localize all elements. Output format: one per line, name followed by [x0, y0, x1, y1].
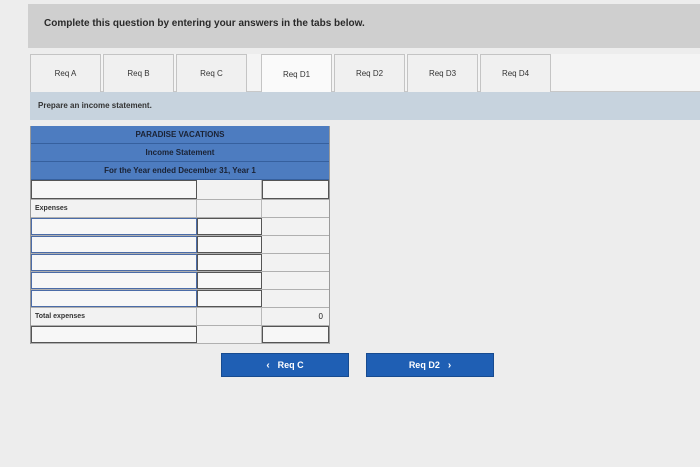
requirement-tabs: [30, 54, 700, 92]
expense-amount-input[interactable]: [197, 254, 263, 271]
statement-period: For the Year ended December 31, Year 1: [31, 162, 329, 180]
next-req-button[interactable]: [366, 353, 494, 377]
tab-req-d2[interactable]: Req D2: [334, 54, 405, 92]
total-expenses-value: 0: [318, 312, 323, 321]
chevron-right-icon: ›: [447, 359, 452, 371]
table-row: [31, 272, 329, 290]
table-row: [31, 308, 329, 326]
label-cell: [31, 200, 197, 217]
table-row: [31, 326, 329, 344]
total-expenses-label: Total expenses: [35, 313, 86, 320]
expense-label-input[interactable]: [31, 236, 197, 253]
next-req-label: Req D2: [408, 360, 440, 370]
expense-amount-input[interactable]: [197, 236, 263, 253]
amount-cell: [197, 326, 263, 343]
tab-req-d1[interactable]: Req D1: [261, 54, 332, 93]
expense-amount-input[interactable]: [197, 272, 263, 289]
tab-req-a[interactable]: Req A: [30, 54, 101, 92]
prompt-text: Prepare an income statement.: [38, 101, 152, 110]
tab-req-d4[interactable]: Req D4: [480, 54, 551, 92]
expense-label-input[interactable]: [31, 218, 197, 235]
table-row: [31, 254, 329, 272]
expense-amount-input[interactable]: [197, 290, 263, 307]
table-row: [31, 180, 329, 200]
amount-cell: [197, 180, 263, 199]
tab-req-c[interactable]: Req C: [176, 54, 247, 92]
amount-cell: [262, 272, 329, 289]
amount-input[interactable]: [262, 180, 329, 199]
amount-cell: [262, 236, 329, 253]
table-row: [31, 290, 329, 308]
prev-req-label: Req C: [277, 360, 304, 370]
net-label-input[interactable]: [31, 326, 197, 343]
expense-label-input[interactable]: [31, 290, 197, 307]
expense-label-input[interactable]: [31, 254, 197, 271]
prev-req-button[interactable]: [221, 353, 349, 377]
income-statement-table: [30, 126, 330, 344]
table-row: [31, 236, 329, 254]
line-label-input[interactable]: [31, 180, 197, 199]
amount-cell: [262, 200, 329, 217]
tab-req-b[interactable]: Req B: [103, 54, 174, 92]
statement-title: Income Statement: [31, 144, 329, 162]
amount-cell: [262, 254, 329, 271]
tab-req-d3[interactable]: Req D3: [407, 54, 478, 92]
instruction-text: Complete this question by entering your answers in the tabs below.: [44, 18, 365, 29]
question-header: [28, 4, 700, 48]
table-row: [31, 200, 329, 218]
expense-amount-input[interactable]: [197, 218, 263, 235]
amount-cell: [262, 308, 329, 325]
amount-cell: [262, 290, 329, 307]
amount-cell: [197, 200, 263, 217]
expense-label-input[interactable]: [31, 272, 197, 289]
label-cell: [31, 308, 197, 325]
amount-cell: [197, 308, 263, 325]
table-row: [31, 218, 329, 236]
expenses-label: Expenses: [35, 205, 68, 212]
amount-cell: [262, 218, 329, 235]
prompt-bar: [30, 92, 700, 120]
net-amount-input[interactable]: [262, 326, 329, 343]
chevron-left-icon: ‹: [266, 359, 270, 371]
company-name: PARADISE VACATIONS: [31, 126, 329, 144]
